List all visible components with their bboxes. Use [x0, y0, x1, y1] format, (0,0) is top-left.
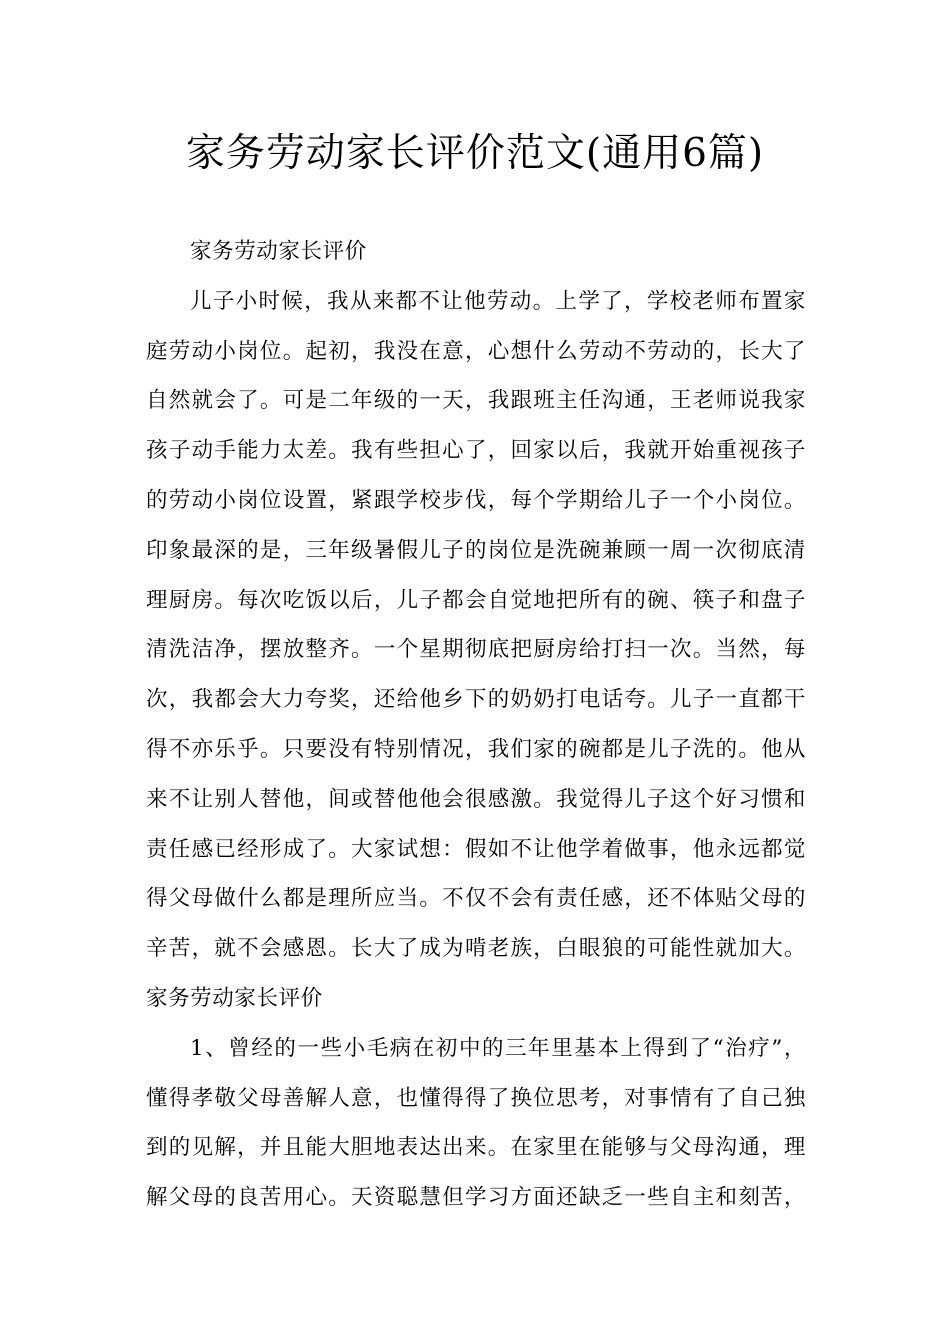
text-line: 自然就会了。可是二年级的一天，我跟班主任沟通，王老师说我家 [146, 388, 806, 414]
text-line: 得不亦乐乎。只要没有特别情况，我们家的碗都是儿子洗的。他从 [146, 736, 806, 762]
text-line: 次，我都会大力夸奖，还给他乡下的奶奶打电话夸。儿子一直都干 [146, 687, 806, 713]
text-line: 来不让别人替他，间或替他他会很感激。我觉得儿子这个好习惯和 [146, 786, 806, 812]
text-line: 到的见解，并且能大胆地表达出来。在家里在能够与父母沟通，理 [146, 1135, 806, 1161]
document-title: 家务劳动家长评价范文(通用6篇) [185, 131, 765, 176]
text-line: 清洗洁净，摆放整齐。一个星期彻底把厨房给打扫一次。当然，每 [146, 637, 806, 663]
text-line: 得父母做什么都是理所应当。不仅不会有责任感，还不体贴父母的 [146, 886, 806, 912]
document-body [146, 227, 806, 1223]
text-line: 家务劳动家长评价 [146, 985, 323, 1011]
text-line: 庭劳动小岗位。起初，我没在意，心想什么劳动不劳动的，长大了 [146, 338, 806, 364]
text-line: 家务劳动家长评价 [190, 239, 367, 264]
text-line: 孩子动手能力太差。我有些担心了，回家以后，我就开始重视孩子 [146, 438, 806, 464]
text-line: 解父母的良苦用心。天资聪慧但学习方面还缺乏一些自主和刻苦， [146, 1185, 806, 1211]
text-line: 的劳动小岗位设置，紧跟学校步伐，每个学期给儿子一个小岗位。 [146, 487, 806, 513]
text-line: 辛苦，就不会感恩。长大了成为啃老族，白眼狼的可能性就加大。 [146, 936, 806, 962]
text-line: 理厨房。每次吃饭以后，儿子都会自觉地把所有的碗、筷子和盘子 [146, 587, 806, 613]
text-line: 印象最深的是，三年级暑假儿子的岗位是洗碗兼顾一周一次彻底清 [146, 537, 806, 563]
text-line: 儿子小时候，我从来都不让他劳动。上学了，学校老师布置家 [190, 288, 806, 314]
text-line: 责任感已经形成了。大家试想：假如不让他学着做事，他永远都觉 [146, 836, 806, 862]
text-line: 懂得孝敬父母善解人意，也懂得得了换位思考，对事情有了自己独 [146, 1085, 806, 1111]
text-line: 1、曾经的一些小毛病在初中的三年里基本上得到了“治疗”， [190, 1035, 806, 1061]
